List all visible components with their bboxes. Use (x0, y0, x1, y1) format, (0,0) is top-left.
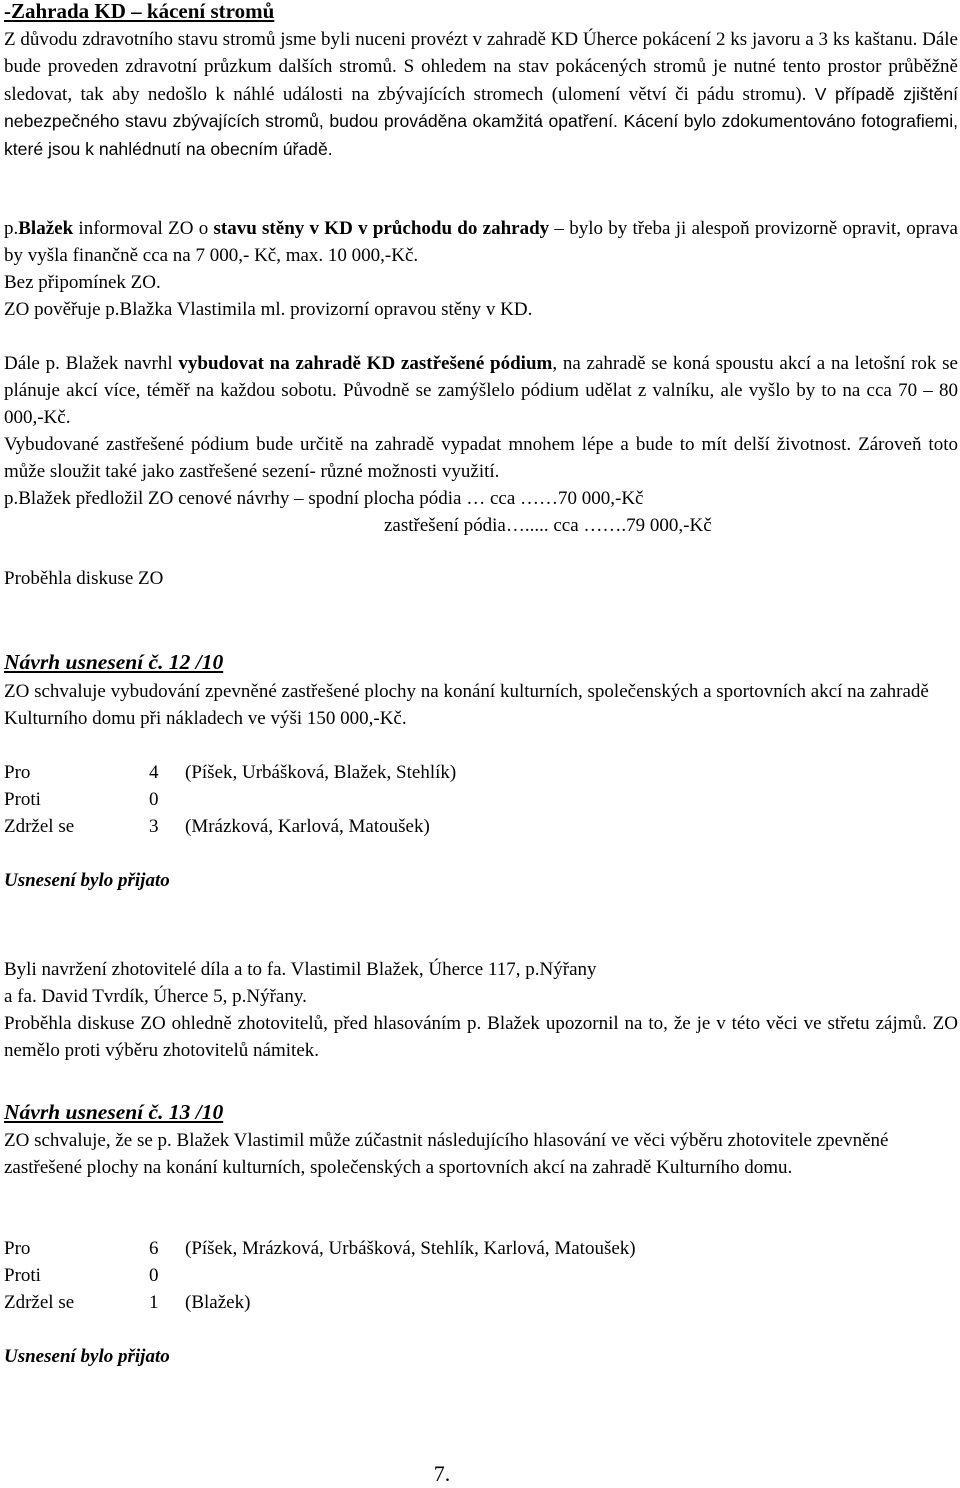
stage-text-bold: vybudovat na zahradě KD zastřešené pódium (178, 353, 553, 374)
resolution-13-vote-abstain (4, 1290, 958, 1317)
stage-text-1: Dále p. Blažek navrhl (4, 353, 179, 374)
vote-count: 0 (149, 1265, 159, 1286)
tree-felling-safety-text: V případě zjištění nebezpečného stavu zbývajících stromů, budou prováděna okamžitá opatření. Kácení bylo zdokumentováno fotografiemi, které jsou k nahlédnutí na obecním úřadě. (4, 83, 958, 160)
wall-repair-paragraph (4, 216, 958, 270)
tree-felling-paragraph (4, 27, 958, 164)
vote-names: (Píšek, Mrázková, Urbášková, Stehlík, Karlová, Matoušek) (185, 1238, 636, 1259)
vote-label: Pro (4, 762, 31, 783)
stage-proposal-paragraph (4, 351, 958, 431)
vote-count: 6 (149, 1238, 159, 1259)
resolution-13-title: Návrh usnesení č. 13 /10 (4, 1100, 224, 1124)
resolution-12-vote-against (4, 787, 958, 814)
wall-text-2: – bylo by třeba ji alespoň provizorně opravit, oprava by vyšla finančně cca na 7 000,- Kč, max. 10 000,-Kč. (4, 218, 958, 266)
vote-count: 1 (149, 1292, 159, 1313)
vote-count: 3 (149, 816, 159, 837)
vote-count: 0 (149, 789, 159, 810)
wall-text-1: informoval ZO o (73, 218, 214, 239)
resolution-12-title: Návrh usnesení č. 12 /10 (4, 650, 224, 674)
vote-count: 4 (149, 762, 159, 783)
wall-name-bold: Blažek (18, 218, 74, 239)
vote-label: Zdržel se (4, 816, 75, 837)
stage-benefit-paragraph: Vybudované zastřešené pódium bude určitě na zahradě vypadat mnohem lépe a bude to mít delší životnost. Zároveň toto může sloužit také jako zastřešené sezení- různé možnosti využití. (4, 434, 958, 482)
stage-discussion: Proběhla diskuse ZO (4, 568, 164, 589)
wall-text-prefix: p. (4, 218, 19, 239)
resolution-12-text: ZO schvaluje vybudování zpevněné zastřešené plochy na konání kulturních, společenských a sportovních akcí na zahradě Kulturního domu při nákladech ve výši 150 000,-Kč. (4, 681, 929, 729)
wall-authorization: ZO pověřuje p.Blažka Vlastimila ml. provizorní opravou stěny v KD. (4, 299, 533, 320)
contractors-discussion: Proběhla diskuse ZO ohledně zhotovitelů, před hlasováním p. Blažek upozornil na to, že je v této věci ve střetu zájmů. ZO nemělo proti výběru zhotovitelů námitek. (4, 1013, 958, 1061)
vote-names: (Blažek) (185, 1292, 251, 1313)
page-number: 7. (433, 1461, 451, 1486)
stage-offer-line-2: zastřešení pódia…..... cca …….79 000,-Kč (384, 515, 712, 536)
resolution-13-vote-for (4, 1236, 958, 1263)
resolution-13-text: ZO schvaluje, že se p. Blažek Vlastimil může zúčastnit následujícího hlasování ve věci výběru zhotovitele zpevněné zastřešené plochy na konání kulturních, společenských a sportovních akcí na zahradě Kulturního domu. (4, 1130, 889, 1178)
vote-names: (Píšek, Urbášková, Blažek, Stehlík) (185, 762, 457, 783)
vote-label: Zdržel se (4, 1292, 75, 1313)
contractors-line-1: Byli navržení zhotovitelé díla a to fa. Vlastimil Blažek, Úherce 117, p.Nýřany (4, 959, 597, 980)
tree-felling-text: Z důvodu zdravotního stavu stromů jsme byli nuceni provézt v zahradě KD Úherce pokácení 2 ks javoru a 3 ks kaštanu. Dále bude proveden zdravotní průzkum dalších stromů. S ohledem na stav pokácených stromů je nutné tento prostor průběžně sledovat, tak aby nedošlo k náhlé události na zbývajících stromech (ulomení větví či pádu stromu). (4, 29, 958, 105)
contractors-line-2: a fa. David Tvrdík, Úherce 5, p.Nýřany. (4, 986, 307, 1007)
vote-label: Proti (4, 1265, 41, 1286)
vote-label: Pro (4, 1238, 31, 1259)
resolution-12-vote-for (4, 760, 958, 787)
resolution-12-result: Usnesení bylo přijato (4, 870, 170, 891)
section-title-tree-felling: -Zahrada KD – kácení stromů (4, 0, 275, 23)
resolution-13-result: Usnesení bylo přijato (4, 1346, 170, 1367)
vote-names: (Mrázková, Karlová, Matoušek) (185, 816, 430, 837)
wall-topic-bold: stavu stěny v KD v průchodu do zahrady (213, 218, 550, 239)
resolution-12-vote-abstain (4, 814, 958, 841)
stage-offer-line-1: p.Blažek předložil ZO cenové návrhy – spodní plocha pódia … cca ……70 000,-Kč (4, 488, 644, 509)
wall-no-comments: Bez připomínek ZO. (4, 272, 161, 293)
vote-label: Proti (4, 789, 41, 810)
stage-text-2: , na zahradě se koná spoustu akcí a na letošní rok se plánuje akcí více, téměř na každou sobotu. Původně se zamýšlelo pódium udělat z valníku, ale vyšlo by to na cca 70 – 80 000,-Kč. (4, 353, 958, 428)
resolution-13-vote-against (4, 1263, 958, 1290)
